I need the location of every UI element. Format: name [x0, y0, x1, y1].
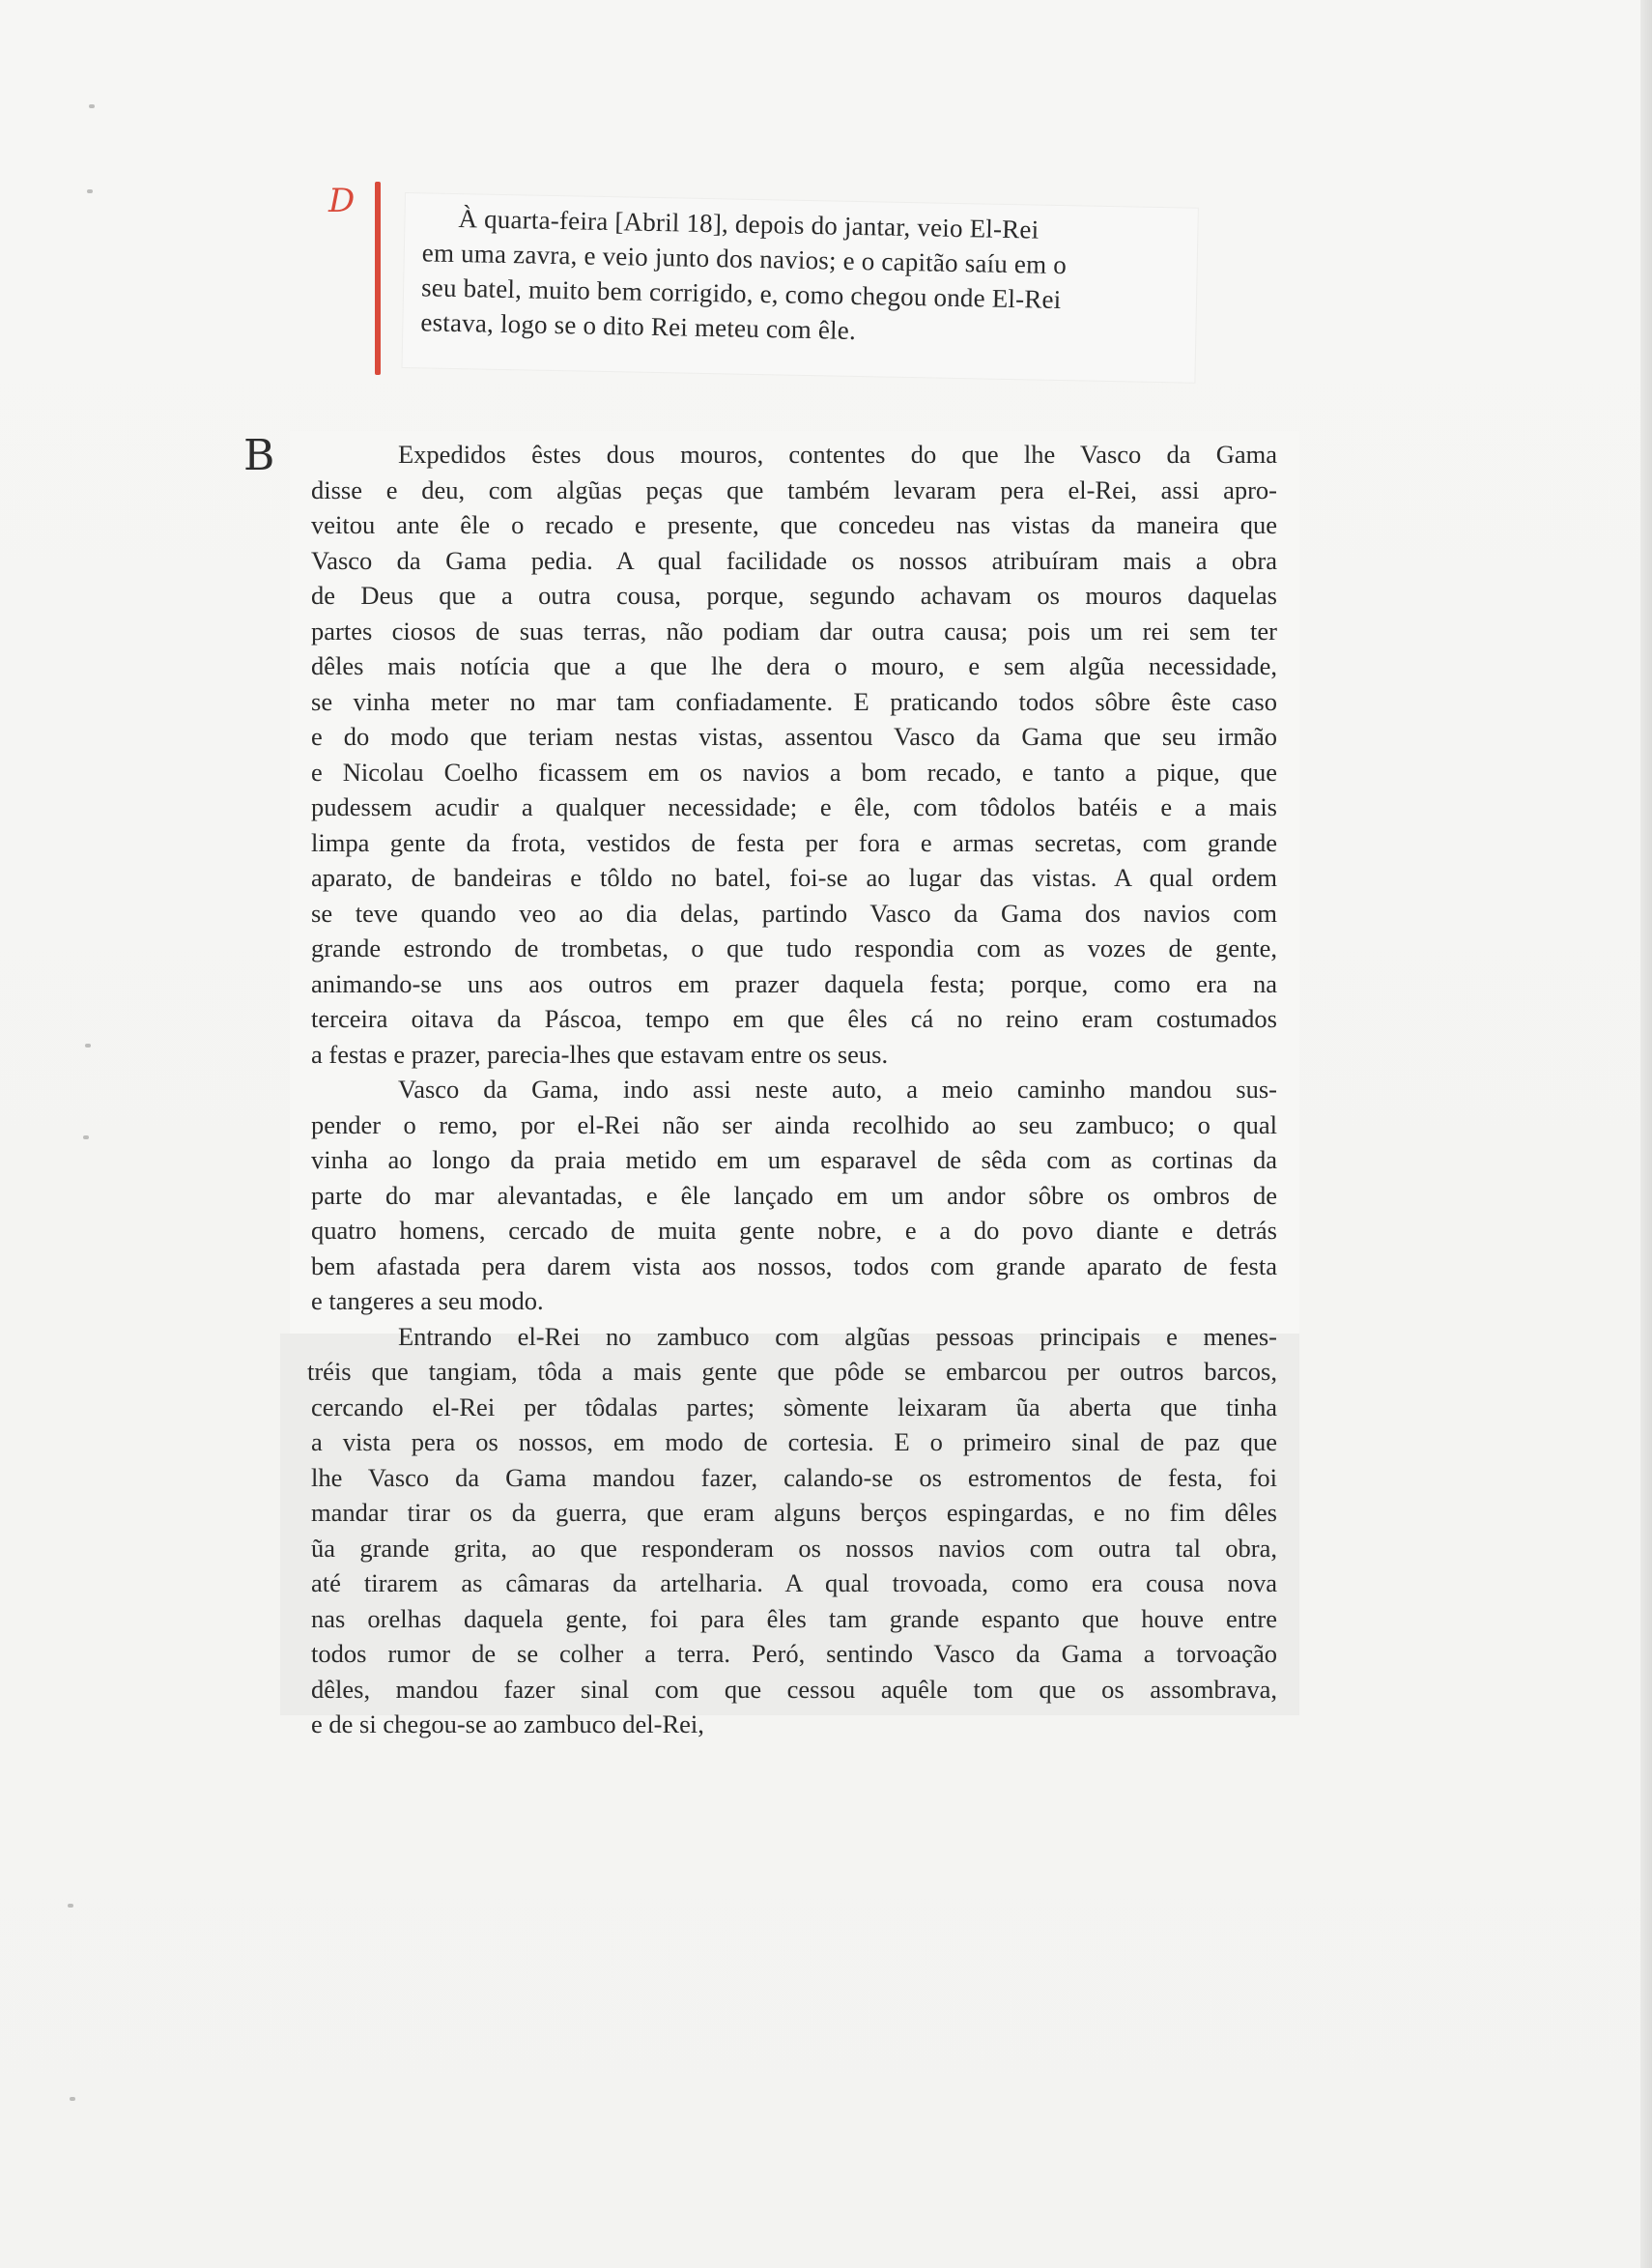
text-line: tréis que tangiam, tôda a mais gente que pôde se embarcou per outros barcos, [307, 1357, 1277, 1386]
text-line: se teve quando veo ao dia delas, partindo Vasco da Gama dos navios com [311, 898, 1277, 928]
text-line: parte do mar alevantadas, e êle lançado em um andor sôbre os ombros de [311, 1180, 1277, 1210]
clipping-a-line: estava, logo se o dito Rei meteu com êle. [420, 307, 857, 345]
text-line: e Nicolau Coelho ficassem em os navios a bom recado, e tanto a pique, que [311, 757, 1277, 787]
scan-speck [83, 1135, 89, 1139]
text-line: grande estrondo de trombetas, o que tudo respondia com as vozes de gente, [311, 933, 1277, 962]
clipping-a [403, 193, 1198, 383]
text-line: até tirarem as câmaras da artelharia. A qual trovoada, como era cousa nova [311, 1568, 1277, 1597]
clipping-a-line: em uma zavra, e veio junto dos navios; e o capitão saíu em o [421, 238, 1068, 280]
text-line: veitou ante êle o recado e presente, que concedeu nas vistas da maneira que [311, 510, 1277, 539]
text-line: de Deus que a outra cousa, porque, segundo achavam os mouros daquelas [311, 581, 1277, 610]
text-line: aparato, de bandeiras e tôldo no batel, foi-se ao lugar das vistas. A qual ordem [311, 863, 1277, 892]
scan-speck [70, 2097, 75, 2101]
text-line: lhe Vasco da Gama mandou fazer, calando-se os estromentos de festa, foi [311, 1462, 1277, 1492]
text-line: animando-se uns aos outros em prazer daquela festa; porque, como era na [311, 968, 1277, 998]
clipping-b-text [307, 437, 1277, 1742]
scan-speck [85, 1044, 91, 1048]
text-line: disse e deu, com algũas peças que também levaram pera el-Rei, assi apro- [311, 474, 1277, 504]
text-line: nas orelhas daquela gente, foi para êles tam grande espanto que houve entre [311, 1603, 1277, 1633]
text-line: mandar tirar os da guerra, que eram alguns berços espingardas, e no fim dêles [311, 1498, 1277, 1527]
text-line: pender o remo, por el-Rei não ser ainda recolhido ao seu zambuco; o qual [311, 1109, 1277, 1139]
text-line: dêles, mandou fazer sinal com que cessou aquêle tom que os assombrava, [311, 1674, 1277, 1704]
page-edge-shadow [1640, 0, 1652, 2268]
text-line: Vasco da Gama pedia. A qual facilidade os nossos atribuíram mais a obra [311, 545, 1277, 575]
text-line: se vinha meter no mar tam confiadamente. E praticando todos sôbre êste caso [311, 686, 1277, 716]
text-line: e do modo que teriam nestas vistas, assentou Vasco da Gama que seu irmão [311, 722, 1277, 751]
text-line: bem afastada pera darem vista aos nossos, todos com grande aparato de festa [311, 1250, 1277, 1280]
text-line: partes ciosos de suas terras, não podiam dar outra causa; pois um rei sem ter [311, 616, 1277, 646]
text-line: a vista pera os nossos, em modo de cortesia. E o primeiro sinal de paz que [311, 1427, 1277, 1456]
text-line: vinha ao longo da praia metido em um esparavel de sêda com as cortinas da [311, 1145, 1277, 1174]
text-line: ũa grande grita, ao que responderam os nossos navios com outra tal obra, [311, 1533, 1277, 1563]
text-line: a festas e prazer, parecia-lhes que estavam entre os seus. [311, 1039, 889, 1069]
scan-speck [89, 104, 95, 108]
text-line: Vasco da Gama, indo assi neste auto, a meio caminho mandou sus- [398, 1075, 1277, 1104]
clipping-a-line: À quarta-feira [Abril 18], depois do jantar, veio El-Rei [458, 204, 1040, 244]
scan-speck [87, 189, 93, 193]
red-margin-bar [375, 182, 381, 375]
text-line: Entrando el-Rei no zambuco com algũas pessoas principais e menes- [398, 1321, 1277, 1351]
text-line: Expedidos êstes dous mouros, contentes do que lhe Vasco da Gama [398, 440, 1277, 469]
annotation-marker-a: D [328, 182, 356, 220]
clipping-a-line: seu batel, muito bem corrigido, e, como chegou onde El-Rei [420, 273, 1062, 315]
scan-speck [68, 1904, 73, 1908]
text-line: dêles mais notícia que a que lhe dera o mouro, e sem algũa necessidade, [311, 651, 1277, 680]
text-line: pudessem acudir a qualquer necessidade; e êle, com tôdolos batéis e a mais [311, 792, 1277, 821]
text-line: quatro homens, cercado de muita gente nobre, e a do povo diante e detrás [311, 1216, 1277, 1245]
text-line: cercando el-Rei per tôdalas partes; sòmente leixaram ũa aberta que tinha [311, 1392, 1277, 1421]
text-line: todos rumor de se colher a terra. Peró, sentindo Vasco da Gama a torvoação [311, 1639, 1277, 1668]
text-line: e tangeres a seu modo. [311, 1286, 544, 1315]
text-line: limpa gente da frota, vestidos de festa per fora e armas secretas, com grande [311, 827, 1277, 857]
text-line: terceira oitava da Páscoa, tempo em que êles cá no reino eram costumados [311, 1004, 1277, 1033]
text-line: e de si chegou-se ao zambuco del-Rei, [311, 1709, 704, 1738]
annotation-marker-b: B [243, 431, 275, 480]
